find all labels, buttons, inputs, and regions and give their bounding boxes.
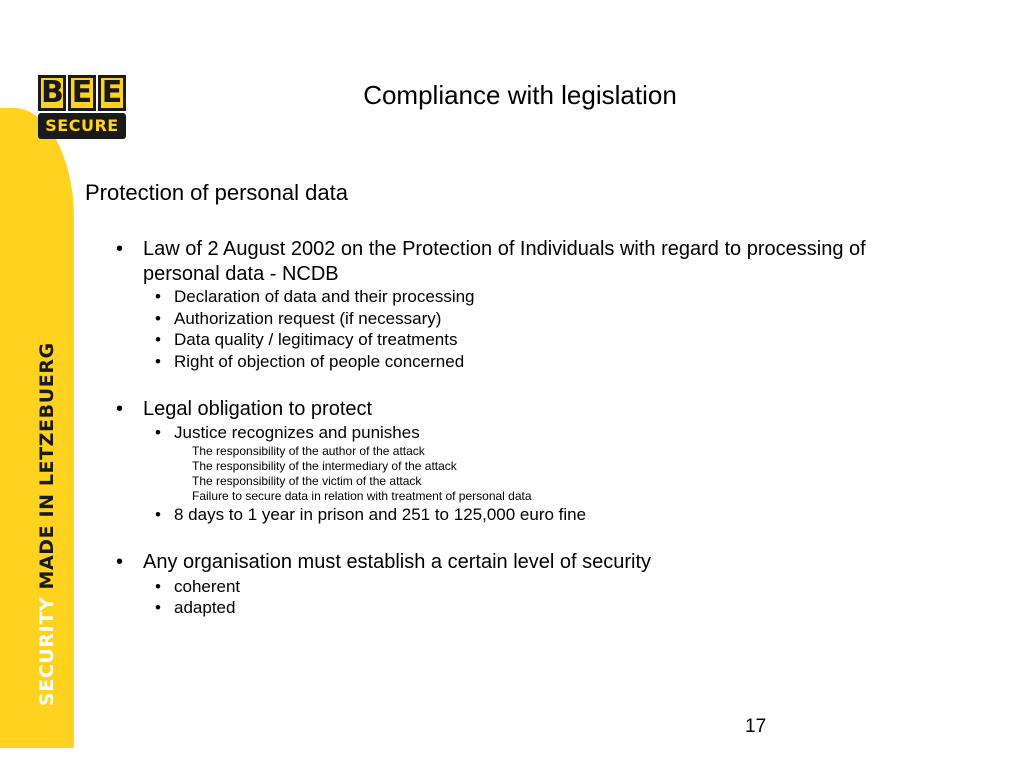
sub-bullet-text: Justice recognizes and punishes [174,423,420,442]
bullet-dot: • [116,398,124,420]
bullet-dot: • [155,577,161,596]
bullet-dot: • [155,423,161,442]
sub-bullet-text: Data quality / legitimacy of treatments [174,330,458,349]
logo-subtitle: SECURE [38,113,126,139]
bullet-dot: • [155,598,161,617]
detail-line: Failure to secure data in relation with treatment of personal data [192,489,532,503]
page-number: 17 [745,716,767,737]
bullet-dot: • [116,551,124,573]
detail-line: The responsibility of the intermediary of the attack [192,459,457,473]
sub-bullet-text: Right of objection of people concerned [174,352,465,371]
bullet-dot: • [155,330,161,349]
bullet-text: Legal obligation to protect [143,398,373,420]
detail-line: The responsibility of the victim of the attack [192,474,422,488]
side-banner-text-origin: MADE IN LETZEBUERG [36,342,58,590]
sub-bullet-text: 8 days to 1 year in prison and 251 to 125,000 euro fine [174,505,587,524]
side-banner-text-security: SECURITY [36,589,58,706]
logo-letter: E [98,75,126,111]
section-heading: Protection of personal data [85,180,348,205]
bullet-text: Law of 2 August 2002 on the Protection of Individuals with regard to processing of [143,238,866,260]
bullet-dot: • [155,352,161,371]
sub-bullet-text: Authorization request (if necessary) [174,309,442,328]
slide-title: Compliance with legislation [363,80,677,110]
side-banner-text [36,342,58,706]
bullet-text: Any organisation must establish a certain level of security [143,551,652,573]
bee-secure-logo [38,75,126,141]
logo-letter: E [68,75,96,111]
bullet-text: personal data - NCDB [143,263,339,285]
sub-bullet-text: adapted [174,598,236,617]
sub-bullet-text: coherent [174,577,241,596]
bullet-dot: • [155,505,161,524]
logo-letters [38,75,126,111]
bullet-dot: • [116,238,124,260]
logo-letter: B [38,75,66,111]
bullet-dot: • [155,287,161,306]
detail-line: The responsibility of the author of the attack [192,444,425,458]
bullet-dot: • [155,309,161,328]
sub-bullet-text: Declaration of data and their processing [174,287,475,306]
